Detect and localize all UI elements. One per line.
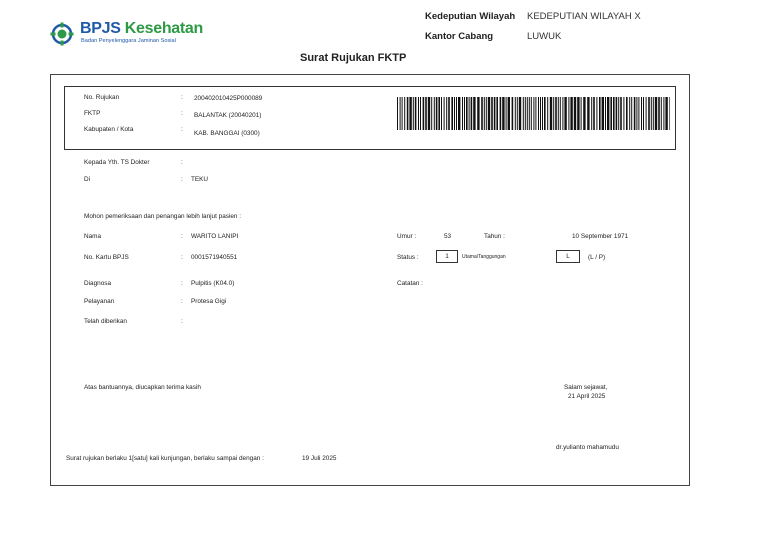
gender-box: L [556,250,580,263]
barcode-bar [542,97,543,130]
barcode-bar [444,97,445,130]
barcode-bar [523,97,524,130]
kabupaten-label: Kabupaten / Kota [84,126,134,133]
kedeputian-value: KEDEPUTIAN WILAYAH X [527,11,641,22]
barcode-bar [481,97,483,130]
colon: : [181,318,183,325]
barcode-bar [446,97,447,130]
barcode-bar [458,97,460,130]
brand-kesehatan: Kesehatan [124,20,203,37]
no-rujukan-value: 200402010425P000089 [194,95,263,102]
barcode-bar [658,97,660,130]
barcode-bar [613,97,615,130]
barcode-bar [488,97,490,130]
barcode-bar [591,97,592,130]
barcode-bar [602,97,604,130]
colon: : [181,176,183,183]
barcode-bar [531,97,532,130]
di-value: TEKU [191,176,209,183]
patient-intro: Mohon pemeriksaan dan penangan lebih lanjut pasien : [84,213,242,220]
barcode-bar [669,97,670,130]
barcode-bar [643,97,644,130]
barcode-bar [512,97,514,130]
barcode-bar [400,97,401,130]
barcode-bar [469,97,470,130]
brand-bpjs: BPJS [80,20,121,37]
colon: : [181,280,183,287]
status-description: Utama/Tanggungan [462,254,506,260]
kepada-label: Kepada Yth. TS Dokter [84,159,150,166]
status-label: Status : [397,254,419,261]
barcode-bar [404,97,405,130]
barcode-bar [486,97,487,130]
barcode-bar [436,97,438,130]
colon: : [181,233,183,240]
tahun-label: Tahun : [484,233,505,240]
colon: : [181,110,183,117]
tahun-value: 10 September 1971 [572,233,629,240]
barcode-bar [506,97,507,130]
barcode-bar [500,97,502,130]
barcode-bar [415,97,417,130]
barcode-bar [607,97,609,130]
barcode-bar [494,97,496,130]
barcode-bar [636,97,637,130]
kabupaten-value: KAB. BANGGAI (0300) [194,130,260,137]
barcode-bar [587,97,589,130]
barcode-bar [663,97,664,130]
barcode-bar [550,97,552,130]
nama-label: Nama [84,233,102,240]
barcode-bar [515,97,516,130]
barcode-bar [641,97,642,130]
brand-tagline: Badan Penyelenggara Jaminan Sosial [81,38,176,44]
barcode-bar [620,97,622,130]
barcode-bar [634,97,636,130]
brand-name [80,20,203,38]
barcode-bar [423,97,425,130]
colon: : [181,159,183,166]
diagnosa-label: Diagnosa [84,280,112,287]
colon: : [181,254,183,261]
barcode-bar [610,97,612,130]
kedeputian-label: Kedeputian Wilayah [425,11,516,22]
barcode-bar [651,97,652,130]
barcode-bar [533,97,534,130]
barcode-bar [496,97,498,130]
barcode-bar [558,97,559,130]
barcode-bar [527,97,528,130]
barcode-bar [456,97,457,130]
kantor-cabang-value: LUWUK [527,31,562,42]
status-box: 1 [436,250,458,263]
barcode-bar [653,97,654,130]
barcode-bar [596,97,597,130]
bpjs-logo [50,20,240,50]
barcode-bar [562,97,563,130]
colon: : [181,298,183,305]
barcode-bar [517,97,518,130]
barcode-bar [560,97,561,130]
barcode-bar [431,97,432,130]
fktp-label: FKTP [84,110,101,117]
barcode-bar [502,97,504,130]
gender-hint: (L / P) [588,254,606,261]
barcode-bar [425,97,427,130]
barcode-bar [616,97,618,130]
barcode-bar [646,97,647,130]
colon: : [181,94,183,101]
barcode-bar [418,97,419,130]
barcode-bar [466,97,468,130]
barcode-bar [413,97,414,130]
barcode-bar [568,97,569,130]
no-rujukan-label: No. Rujukan [84,94,120,101]
barcode-bar [462,97,463,130]
barcode-bar [599,97,601,130]
barcode-bar [464,97,465,130]
barcode-bar [605,97,606,130]
kantor-cabang-label: Kantor Cabang [425,31,494,42]
barcode-bar [529,97,530,130]
barcode-bar [409,97,411,130]
validity-text: Surat rujukan berlaku 1[satu] kali kunjungan, berlaku sampai dengan : [66,455,264,462]
umur-value: 53 [444,233,452,240]
barcode-bar [623,97,624,130]
barcode-bar [626,97,628,130]
barcode-bar [629,97,630,130]
pelayanan-value: Protesa Gigi [191,298,227,305]
barcode-bar [574,97,576,130]
barcode-bar [519,97,521,130]
barcode-bar [593,97,595,130]
barcode-bar [448,97,450,130]
barcode-bar [547,97,548,130]
kartu-bpjs-value: 0001571940551 [191,254,238,261]
barcode-bar [407,97,409,130]
barcode-bar [402,97,403,130]
barcode-bar [655,97,657,130]
barcode-bar [525,97,526,130]
barcode-bar [535,97,536,130]
document-title: Surat Rujukan FKTP [300,52,407,64]
barcode-bar [581,97,582,130]
barcode-bar [661,97,662,130]
telah-diberikan-label: Telah diberikan [84,318,127,325]
barcode-bar [477,97,479,130]
barcode-bar [577,97,579,130]
barcode-icon [397,97,670,130]
validity-date: 19 Juli 2025 [302,455,337,462]
barcode-bar [638,97,639,130]
barcode-bar [438,97,440,130]
barcode-bar [397,97,398,130]
kartu-bpjs-label: No. Kartu BPJS [84,254,129,261]
fktp-value: BALANTAK (20040201) [194,112,262,119]
barcode-bar [451,97,453,130]
barcode-bar [420,97,421,130]
pelayanan-label: Pelayanan [84,298,115,305]
bpjs-logo-icon [50,22,74,46]
nama-value: WARITO LANIPI [191,233,239,240]
barcode-bar [564,97,566,130]
barcode-bar [555,97,557,130]
barcode-bar [428,97,430,130]
salam-text: Salam sejawat, [564,384,608,391]
barcode-bar [484,97,485,130]
catatan-label: Catatan : [397,280,423,287]
thanks-text: Atas bantuannya, diucapkan terima kasih [84,384,201,391]
barcode-bar [583,97,585,130]
umur-label: Umur : [397,233,417,240]
barcode-bar [540,97,541,130]
barcode-bar [544,97,546,130]
barcode-bar [648,97,650,130]
colon: : [181,126,183,133]
barcode-bar [441,97,442,130]
barcode-bar [631,97,632,130]
barcode-bar [538,97,539,130]
barcode-bar [434,97,435,130]
barcode-bar [618,97,619,130]
diagnosa-value: Pulpitis (K04.0) [191,280,235,287]
barcode-bar [553,97,554,130]
di-label: Di [84,176,91,183]
barcode-bar [508,97,510,130]
doctor-name: dr.yulianto mahamudu [556,444,619,451]
barcode-bar [570,97,572,130]
barcode-bar [471,97,473,130]
barcode-bar [491,97,493,130]
barcode-bar [473,97,475,130]
barcode-bar [454,97,455,130]
barcode-bar [665,97,667,130]
letter-date: 21 April 2025 [568,393,606,400]
